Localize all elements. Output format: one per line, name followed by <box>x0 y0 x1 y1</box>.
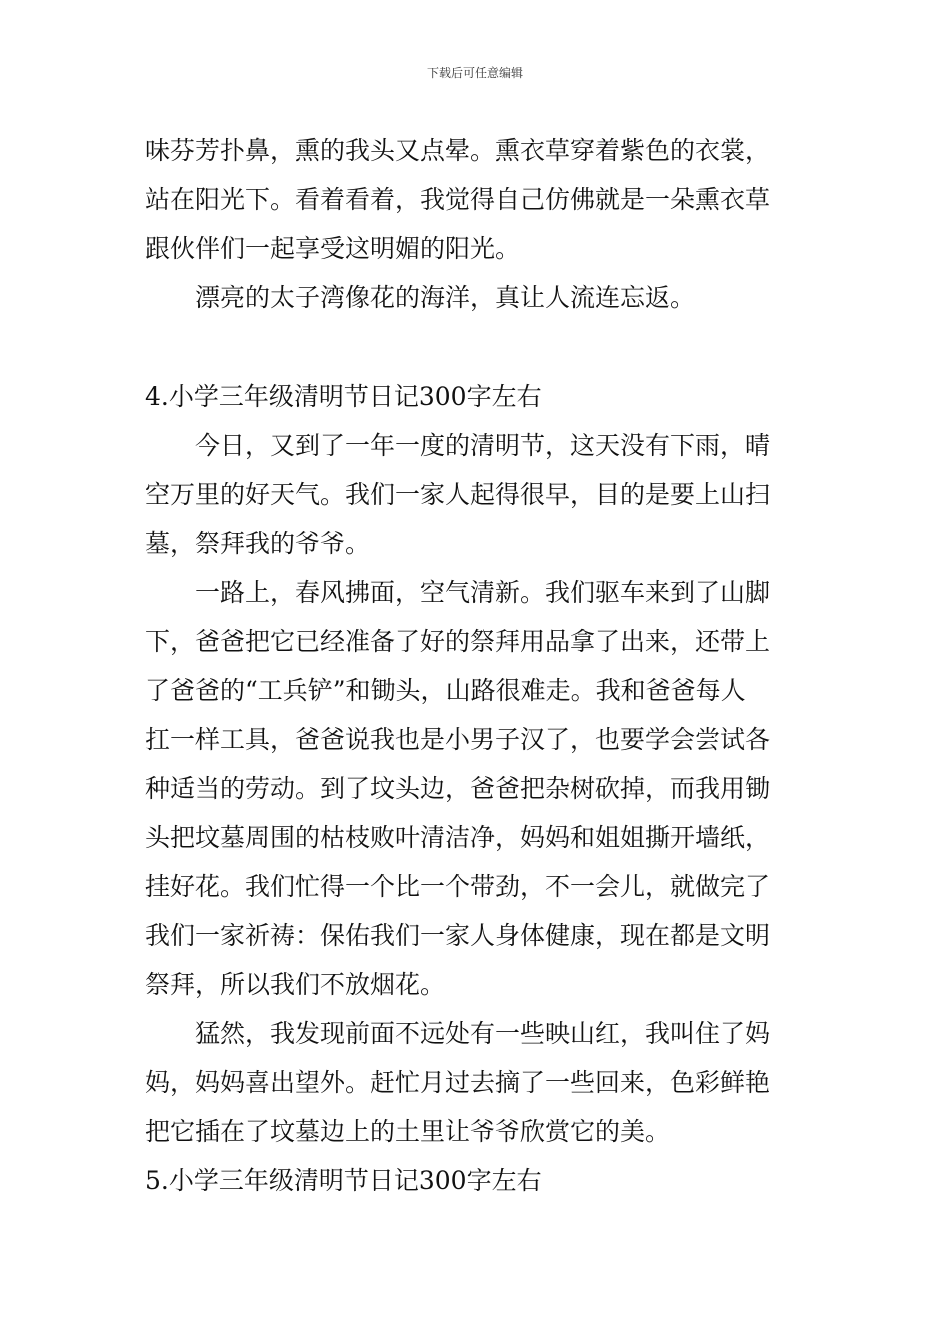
text-line: 下，爸爸把它已经准备了好的祭拜用品拿了出来，还带上 <box>145 627 771 656</box>
text-line: 一路上，春风拂面，空气清新。我们驱车来到了山脚 <box>195 578 771 607</box>
text-line: 漂亮的太子湾像花的海洋，真让人流连忘返。 <box>195 283 696 312</box>
text-line: 今日，又到了一年一度的清明节，这天没有下雨，晴 <box>195 431 771 460</box>
text-line: 4.小学三年级清明节日记300字左右 <box>145 382 542 411</box>
page-header: 下载后可任意编辑 <box>426 66 523 80</box>
paragraph-gap <box>145 322 811 372</box>
text-line: 空万里的好天气。我们一家人起得很早，目的是要上山扫 <box>145 480 771 509</box>
text-line: 猛然，我发现前面不远处有一些映山红，我叫住了妈 <box>195 1019 771 1048</box>
text-line: 我们一家祈祷：保佑我们一家人身体健康，现在都是文明 <box>145 921 771 950</box>
text-line: 种适当的劳动。到了坟头边，爸爸把杂树砍掉，而我用锄 <box>145 774 771 803</box>
text-line: 扛一样工具，爸爸说我也是小男子汉了，也要学会尝试各 <box>145 725 771 754</box>
text-line: 5.小学三年级清明节日记300字左右 <box>145 1166 542 1195</box>
text-line: 墓，祭拜我的爷爷。 <box>145 529 371 558</box>
text-line: 祭拜，所以我们不放烟花。 <box>145 970 446 999</box>
text-line: 站在阳光下。看着看着，我觉得自己仿佛就是一朵熏衣草 <box>145 185 771 214</box>
text-line: 挂好花。我们忙得一个比一个带劲，不一会儿，就做完了 <box>145 872 771 901</box>
text-line: 跟伙伴们一起享受这明媚的阳光。 <box>145 234 521 263</box>
document-body <box>145 126 811 1205</box>
text-line: 妈，妈妈喜出望外。赶忙月过去摘了一些回来，色彩鲜艳 <box>145 1068 771 1097</box>
text-line: 把它插在了坟墓边上的土里让爷爷欣赏它的美。 <box>145 1117 671 1146</box>
text-line: 头把坟墓周围的枯枝败叶清洁净，妈妈和姐姐撕开墙纸， <box>145 823 771 852</box>
text-line: 了爸爸的“工兵铲”和锄头，山路很难走。我和爸爸每人 <box>145 676 746 705</box>
text-line: 味芬芳扑鼻，熏的我头又点晕。熏衣草穿着紫色的衣裳， <box>145 136 771 165</box>
